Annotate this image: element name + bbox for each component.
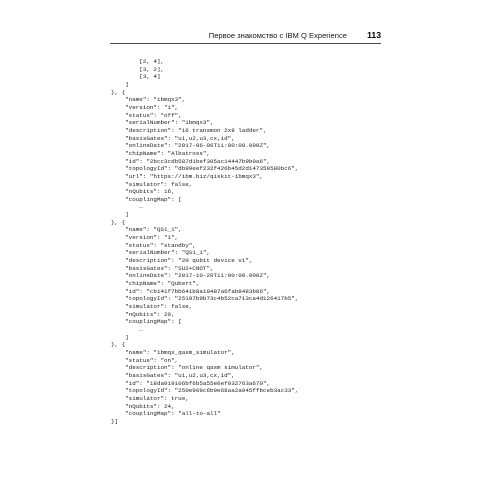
code-line: "topologyId": "25197b9b73c4b52ca713ca4d126417b5",: [111, 295, 299, 303]
code-line: "name": "ibmqx3",: [111, 96, 186, 104]
code-line: }, {: [111, 88, 126, 96]
code-line: "topologyId": "db99eef232f426b45d2d147359580bc6",: [111, 165, 299, 173]
code-line: "basisGates": "u1,u2,u3,cx,id",: [111, 134, 235, 142]
code-line: "basisGates": "SU2+CNOT",: [111, 264, 214, 272]
code-line: ]: [111, 80, 129, 88]
code-line: [3, 4]: [111, 73, 161, 81]
code-line: "id": "2bcc3cdb587d1bef305ac14447b9b0a6",: [111, 157, 271, 165]
code-line: …: [111, 325, 143, 333]
code-line: "id": "18da019106bf6b5a55e0ef932763a670",: [111, 379, 271, 387]
code-line: ]: [111, 333, 129, 341]
code-line: }, {: [111, 218, 126, 226]
code-line: "description": "20 qubit device v1",: [111, 257, 253, 265]
code-line: "description": "online qasm simulator",: [111, 364, 264, 372]
code-line: "onlineDate": "2017-06-06T11:00:00.000Z",: [111, 142, 271, 150]
code-line: "id": "cb141f7bb641b8a10487a6fab8483b86",: [111, 287, 271, 295]
running-header: [110, 30, 381, 44]
code-line: "basisGates": "u1,u2,u3,cx,id",: [111, 371, 235, 379]
code-line: "version": "1",: [111, 103, 179, 111]
code-line: "couplingMap": [: [111, 195, 182, 203]
code-line: "url": "https://ibm.biz/qiskit-ibmqx3",: [111, 172, 264, 180]
code-line: "serialNumber": "ibmqx3",: [111, 119, 214, 127]
code-line: }]: [111, 417, 119, 425]
code-line: [2, 4],: [111, 58, 165, 65]
code-line: "nQubits": 24,: [111, 402, 175, 410]
header-rule: [110, 43, 381, 44]
code-line: …: [111, 203, 143, 211]
code-line: "name": "QS1_1",: [111, 226, 182, 234]
code-line: "status": "off",: [111, 111, 182, 119]
code-line: "nQubits": 16,: [111, 188, 175, 196]
code-line: "couplingMap": "all-to-all": [111, 410, 221, 418]
code-line: "nQubits": 20,: [111, 310, 175, 318]
code-line: [3, 2],: [111, 65, 165, 73]
code-line: "couplingMap": [: [111, 318, 182, 326]
code-line: "onlineDate": "2017-10-20T11:00:00.000Z",: [111, 272, 271, 280]
code-line: "chipName": "Albatross",: [111, 149, 210, 157]
code-line: "serialNumber": "QS1_1",: [111, 249, 210, 257]
code-line: "simulator": true,: [111, 394, 189, 402]
code-line: "status": "on",: [111, 356, 179, 364]
code-line: "description": "16 transmon 2x8 ladder",: [111, 126, 267, 134]
page-number: 113: [367, 30, 381, 40]
code-line: ]: [111, 211, 129, 219]
json-code-listing: [111, 58, 298, 426]
code-line: "name": "ibmqx_qasm_simulator",: [111, 348, 235, 356]
code-line: }, {: [111, 341, 126, 349]
code-line: "simulator": false,: [111, 303, 193, 310]
chapter-title: Первое знакомство с IBM Q Experience: [208, 31, 347, 40]
code-line: "simulator": false,: [111, 180, 193, 188]
code-line: "status": "standby",: [111, 241, 196, 249]
code-line: "chipName": "Qubert",: [111, 280, 200, 288]
code-line: "version": "1",: [111, 234, 179, 242]
code-line: "topologyId": "250e969c6b9e68aa2a045ffbceb3ac33",: [111, 387, 299, 395]
